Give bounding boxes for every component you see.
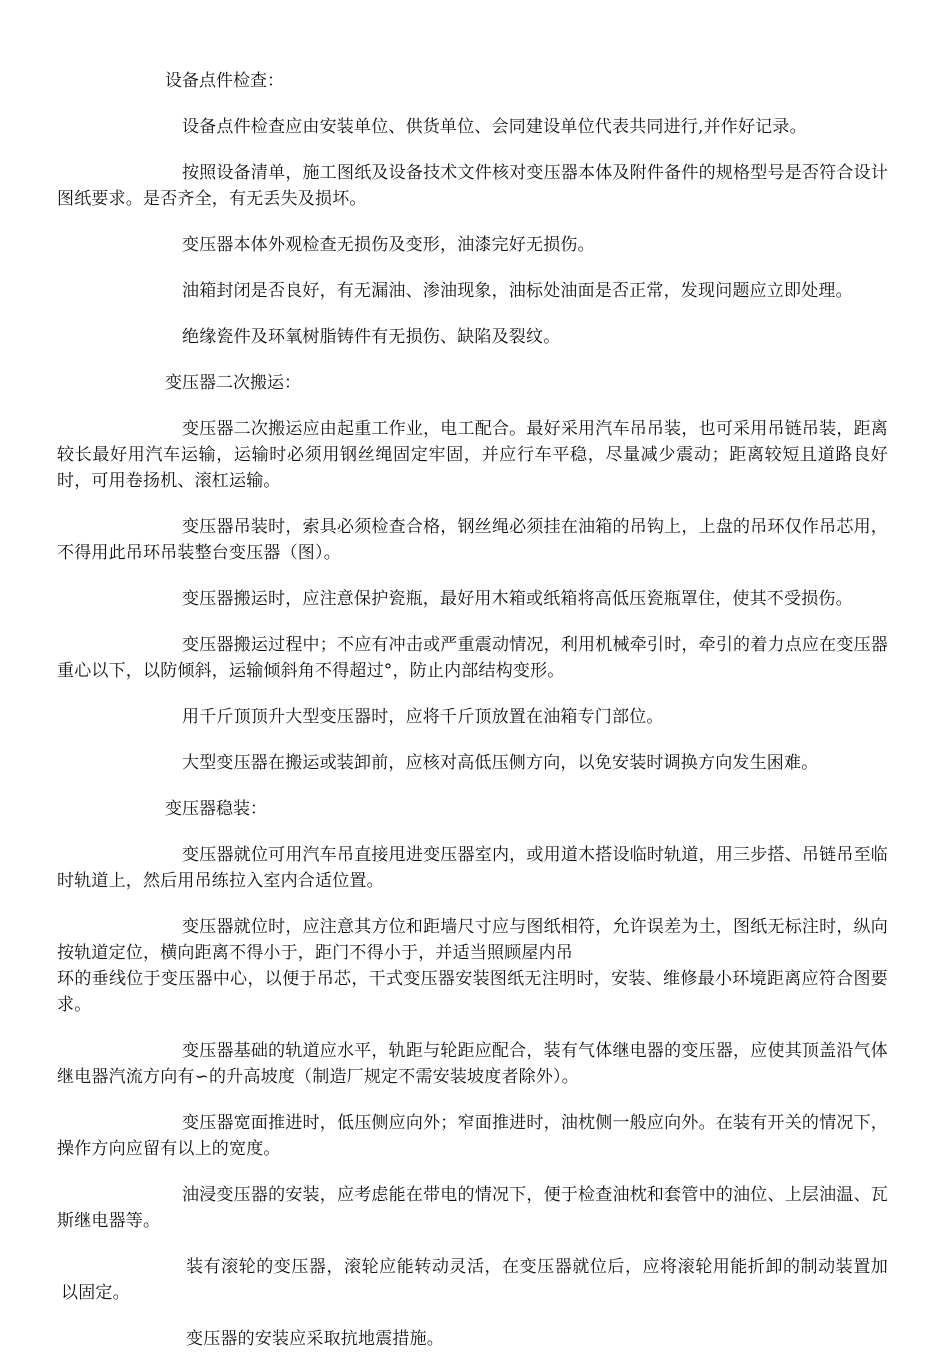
paragraph: 设备点件检查应由安装单位、供货单位、会同建设单位代表共同进行,并作好记录。 [182, 117, 807, 137]
paragraph: 大型变压器在搬运或装卸前，应核对高低压侧方向，以免安装时调换方向发生困难。 [182, 753, 819, 773]
paragraph: 油箱封闭是否良好，有无漏油、渗油现象，油标处油面是否正常，发现问题应立即处理。 [182, 281, 853, 301]
paragraph: 变压器本体外观检查无损伤及变形，油漆完好无损伤。 [182, 235, 595, 255]
paragraph-continuation: 环的垂线位于变压器中心，以便于吊芯，干式变压器安装图纸无注明时，安装、维修最小环境距离应符合图要求。 [57, 969, 888, 1015]
paragraph: 油浸变压器的安装，应考虑能在带电的情况下，便于检查油枕和套管中的油位、上层油温、瓦斯继电器等。 [57, 1185, 888, 1231]
paragraph: 变压器搬运时，应注意保护瓷瓶，最好用木箱或纸箱将高低压瓷瓶罩住，使其不受损伤。 [182, 589, 853, 609]
paragraph: 变压器二次搬运应由起重工作业，电工配合。最好采用汽车吊吊装，也可采用吊链吊装，距离较长最好用汽车运输，运输时必须用钢丝绳固定牢固，并应行车平稳，尽量减少震动；距离较短且道路良好时，可用卷扬机、滚杠运输。 [57, 419, 888, 491]
paragraph: 变压器就位可用汽车吊直接甩进变压器室内，或用道木搭设临时轨道，用三步搭、吊链吊至临时轨道上，然后用吊练拉入室内合适位置。 [57, 845, 888, 891]
paragraph: 装有滚轮的变压器，滚轮应能转动灵活，在变压器就位后，应将滚轮用能折卸的制动装置加以固定。 [61, 1257, 888, 1303]
section-heading-installation: 变压器稳装： [165, 799, 267, 819]
section-heading-transport: 变压器二次搬运： [165, 373, 301, 393]
paragraph: 用千斤顶顶升大型变压器时，应将千斤顶放置在油箱专门部位。 [182, 707, 664, 727]
section-heading-inspection: 设备点件检查： [165, 71, 284, 91]
paragraph: 变压器吊装时，索具必须检查合格，钢丝绳必须挂在油箱的吊钩上，上盘的吊环仅作吊芯用，不得用此吊环吊装整台变压器（图）。 [57, 517, 888, 563]
paragraph: 按照设备清单，施工图纸及设备技术文件核对变压器本体及附件备件的规格型号是否符合设计图纸要求。是否齐全，有无丢失及损坏。 [57, 163, 888, 209]
paragraph: 绝缘瓷件及环氧树脂铸件有无损伤、缺陷及裂纹。 [182, 327, 561, 347]
paragraph: 变压器搬运过程中；不应有冲击或严重震动情况，利用机械牵引时，牵引的着力点应在变压器重心以下，以防倾斜，运输倾斜角不得超过°，防止内部结构变形。 [57, 635, 888, 681]
paragraph: 变压器就位时，应注意其方位和距墙尺寸应与图纸相符，允许误差为土，图纸无标注时，纵向按轨道定位，横向距离不得小于，距门不得小于，并适当照顾屋内吊 [57, 917, 888, 963]
paragraph: 变压器的安装应采取抗地震措施。 [186, 1329, 444, 1349]
paragraph: 变压器宽面推进时，低压侧应向外；窄面推进时，油枕侧一般应向外。在装有开关的情况下，操作方向应留有以上的宽度。 [57, 1113, 888, 1159]
paragraph: 变压器基础的轨道应水平，轨距与轮距应配合，装有气体继电器的变压器，应使其顶盖沿气体继电器汽流方向有∽的升高坡度（制造厂规定不需安装坡度者除外）。 [57, 1041, 888, 1087]
